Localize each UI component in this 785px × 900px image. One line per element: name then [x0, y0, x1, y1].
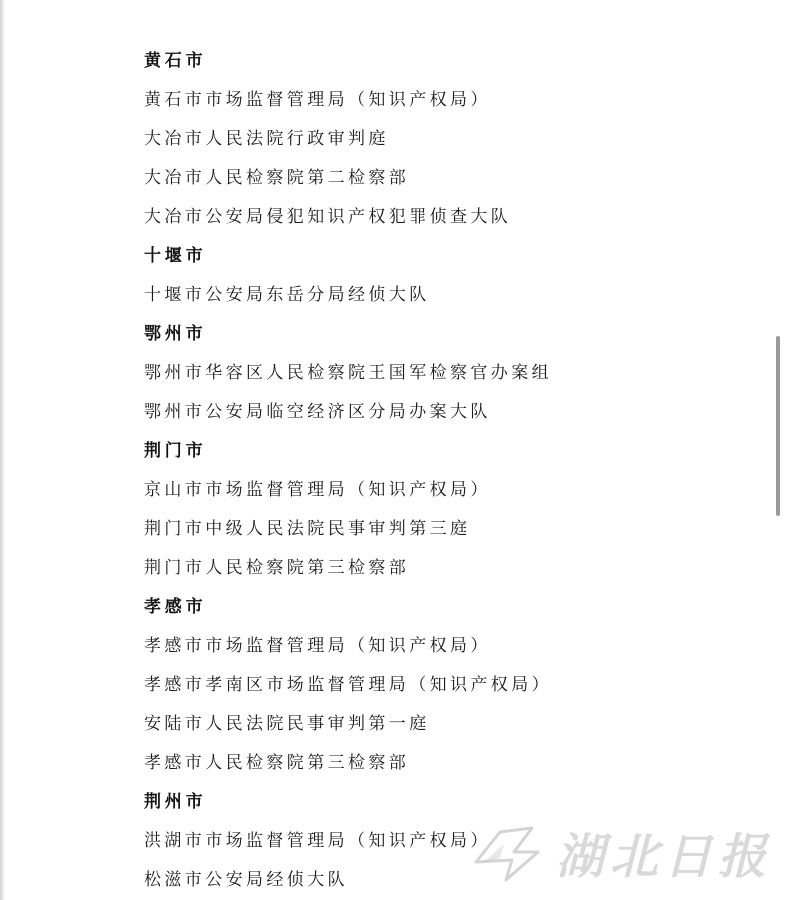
page-left-edge-shadow [0, 0, 6, 900]
list-item: 荆门市人民检察院第三检察部 [144, 558, 410, 578]
list-item: 安陆市人民法院民事审判第一庭 [144, 714, 430, 734]
list-item: 十堰市公安局东岳分局经侦大队 [144, 285, 430, 305]
city-heading-xiaogan: 孝感市 [144, 597, 207, 617]
watermark-text: 湖北日报 [556, 829, 773, 885]
city-heading-jingmen: 荆门市 [144, 441, 207, 461]
list-item: 洪湖市市场监督管理局（知识产权局） [144, 831, 491, 851]
watermark [470, 818, 773, 890]
list-item: 荆门市中级人民法院民事审判第三庭 [144, 519, 471, 539]
scrollbar[interactable] [776, 336, 780, 516]
list-item: 黄石市市场监督管理局（知识产权局） [144, 90, 491, 110]
list-item: 大冶市人民检察院第二检察部 [144, 168, 410, 188]
list-item: 大冶市人民法院行政审判庭 [144, 129, 389, 149]
city-heading-huangshi: 黄石市 [144, 51, 207, 71]
list-item: 鄂州市公安局临空经济区分局办案大队 [144, 402, 491, 422]
city-heading-jingzhou: 荆州市 [144, 792, 207, 812]
city-heading-ezhou: 鄂州市 [144, 324, 207, 344]
list-item: 大冶市公安局侵犯知识产权犯罪侦查大队 [144, 207, 512, 227]
hubei-daily-logo-icon [470, 822, 544, 884]
list-item: 松滋市公安局经侦大队 [144, 870, 348, 890]
document-body [144, 42, 744, 900]
list-item: 孝感市人民检察院第三检察部 [144, 753, 410, 773]
city-heading-shiyan: 十堰市 [144, 246, 207, 266]
list-item: 孝感市市场监督管理局（知识产权局） [144, 636, 491, 656]
list-item: 京山市市场监督管理局（知识产权局） [144, 480, 491, 500]
list-item: 孝感市孝南区市场监督管理局（知识产权局） [144, 675, 552, 695]
list-item: 鄂州市华容区人民检察院王国军检察官办案组 [144, 363, 552, 383]
